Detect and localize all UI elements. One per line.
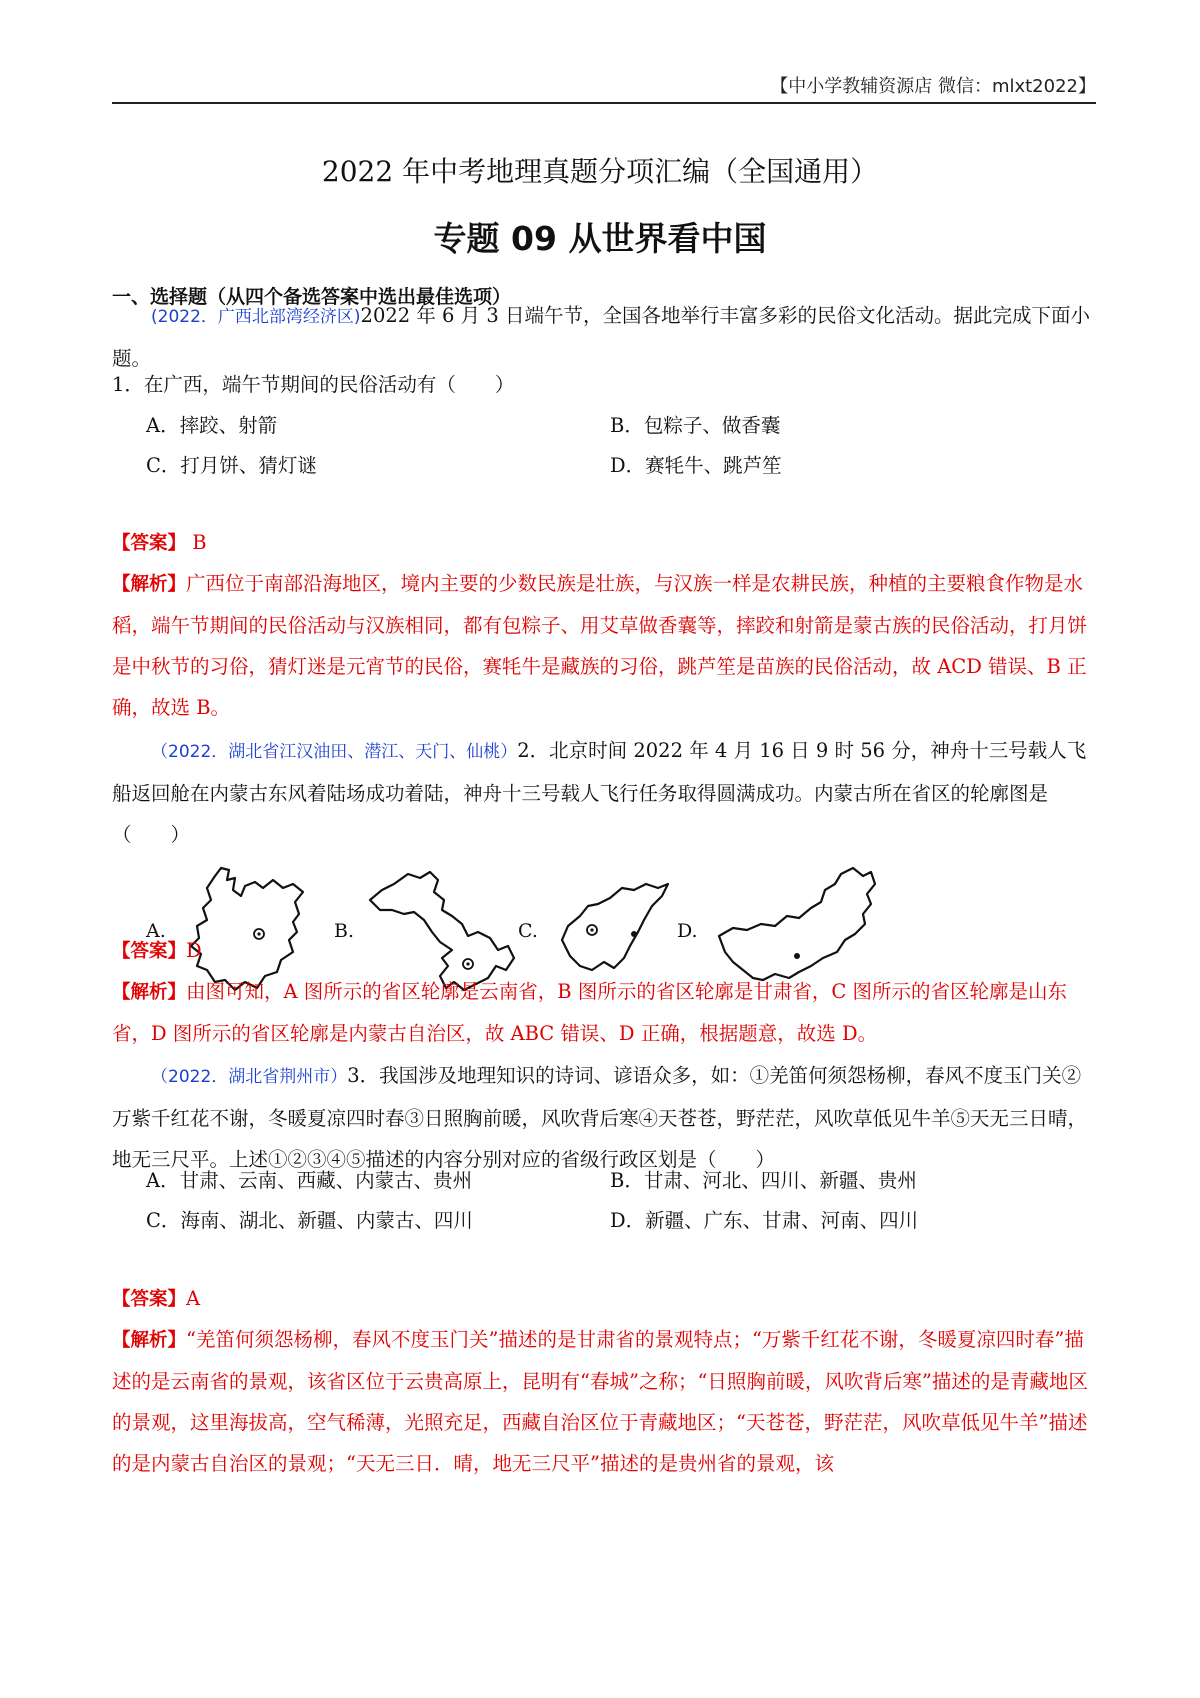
q2-source: （2022．湖北省江汉油田、潜江、天门、仙桃） <box>151 742 518 762</box>
q1-answer-value: B <box>186 531 207 554</box>
q3-answer-label: 【答案】 <box>112 1289 187 1310</box>
q1-analysis-text: 广西位于南部沿海地区，境内主要的少数民族是壮族，与汉族一样是农耕民族，种植的主要粮食作物是水稻，端午节期间的民俗活动与汉族相同，都有包粽子、用艾草做香囊等，摔跤和射箭是蒙古族的民俗活动，打月饼是中秋节的习俗，猜灯迷是元宵节的民俗，赛牦牛是藏族的习俗，跳芦笙是苗族的民俗活动，故 ACD 错误、B 正确，故选 B。 <box>112 572 1088 719</box>
header-note: 【中小学教辅资源店 微信：mlxt2022】 <box>770 76 1096 97</box>
q1-option-a: A．摔跤、射箭 <box>146 414 278 437</box>
q1-answer <box>112 522 1096 564</box>
q3-stem: 3．我国涉及地理知识的诗词、谚语众多，如：①羌笛何须怨杨柳，春风不度玉门关②万紫千红花不谢，冬暖夏凉四时春③日照胸前暖，风吹背后寒④天苍苍，野茫茫，风吹草低见牛羊⑤天无三日晴，地无三尺平。上述①②③④⑤描述的内容分别对应的省级行政区划是（ ） <box>112 1064 1088 1171</box>
q3-answer-value: A <box>186 1287 201 1310</box>
q1-answer-label: 【答案】 <box>112 533 187 554</box>
q1-stem: 1．在广西，端午节期间的民俗活动有（ ） <box>112 373 515 396</box>
q3-stem-block <box>112 1055 1096 1180</box>
q3-option-a: A．甘肃、云南、西藏、内蒙古、贵州 <box>146 1169 473 1192</box>
q3-option-b: B．甘肃、河北、四川、新疆、贵州 <box>610 1169 917 1192</box>
q3-source: （2022．湖北省荆州市） <box>151 1067 348 1087</box>
q2-answer-label: 【答案】 <box>112 941 187 962</box>
q3-option-c: C．海南、湖北、新疆、内蒙古、四川 <box>146 1209 473 1232</box>
q3-answer <box>112 1278 1096 1320</box>
document-title: 2022 年中考地理真题分项汇编（全国通用） <box>321 155 879 188</box>
q2-map-label-d: D. <box>677 920 698 942</box>
q2-analysis <box>112 971 1096 1054</box>
q3-analysis-label: 【解析】 <box>112 1330 187 1351</box>
q1-analysis <box>112 563 1096 728</box>
q2-analysis-label: 【解析】 <box>112 982 187 1003</box>
q1-source: (2022．广西北部湾经济区) <box>151 307 361 327</box>
q2-stem-block <box>112 730 1096 855</box>
q1-intro-text: 2022 年 6 月 3 日端午节，全国各地举行丰富多彩的民俗文化活动。据此完成下面小题。 <box>112 304 1090 370</box>
q2-answer-value: D <box>186 939 202 962</box>
q1-option-b: B．包粽子、做香囊 <box>610 414 781 437</box>
q2-analysis-text: 由图可知，A 图所示的省区轮廓是云南省，B 图所示的省区轮廓是甘肃省，C 图所示的省区轮廓是山东省，D 图所示的省区轮廓是内蒙古自治区，故 ABC 错误、D 正确，根据题意，故选 D。 <box>112 980 1067 1045</box>
q2-map-label-b: B. <box>334 920 355 942</box>
section-heading: 一、选择题（从四个备选答案中选出最佳选项） <box>112 286 512 308</box>
q2-map-label-c: C. <box>518 920 538 942</box>
q3-analysis-text: “羌笛何须怨杨柳，春风不度玉门关”描述的是甘肃省的景观特点；“万紫千红花不谢，冬暖夏凉四时春”描述的是云南省的景观，该省区位于云贵高原上，昆明有“春城”之称；“日照胸前暖，风吹背后寒”描述的是青藏地区的景观，这里海拔高，空气稀薄，光照充足，西藏自治区位于青藏地区；“天苍苍，野茫茫，风吹草低见牛羊”描述的是内蒙古自治区的景观；“天无三日．晴，地无三尺平”描述的是贵州省的景观，该 <box>112 1328 1088 1475</box>
topic-title: 专题 09 从世界看中国 <box>433 219 767 258</box>
q1-analysis-label: 【解析】 <box>112 574 187 595</box>
q3-analysis <box>112 1319 1096 1484</box>
q2-stem: 2．北京时间 2022 年 4 月 16 日 9 时 56 分，神舟十三号载人飞船返回舱在内蒙古东风着陆场成功着陆，神舟十三号载人飞行任务取得圆满成功。内蒙古所在省区的轮廓图是（ ） <box>112 739 1087 846</box>
q3-option-d: D．新疆、广东、甘肃、河南、四川 <box>610 1209 919 1232</box>
q1-option-d: D．赛牦牛、跳芦笙 <box>610 454 782 477</box>
q1-option-c: C．打月饼、猜灯谜 <box>146 454 317 477</box>
q2-answer <box>112 930 1096 972</box>
header-rule <box>112 102 1096 104</box>
q2-map-label-a: A. <box>146 920 166 942</box>
